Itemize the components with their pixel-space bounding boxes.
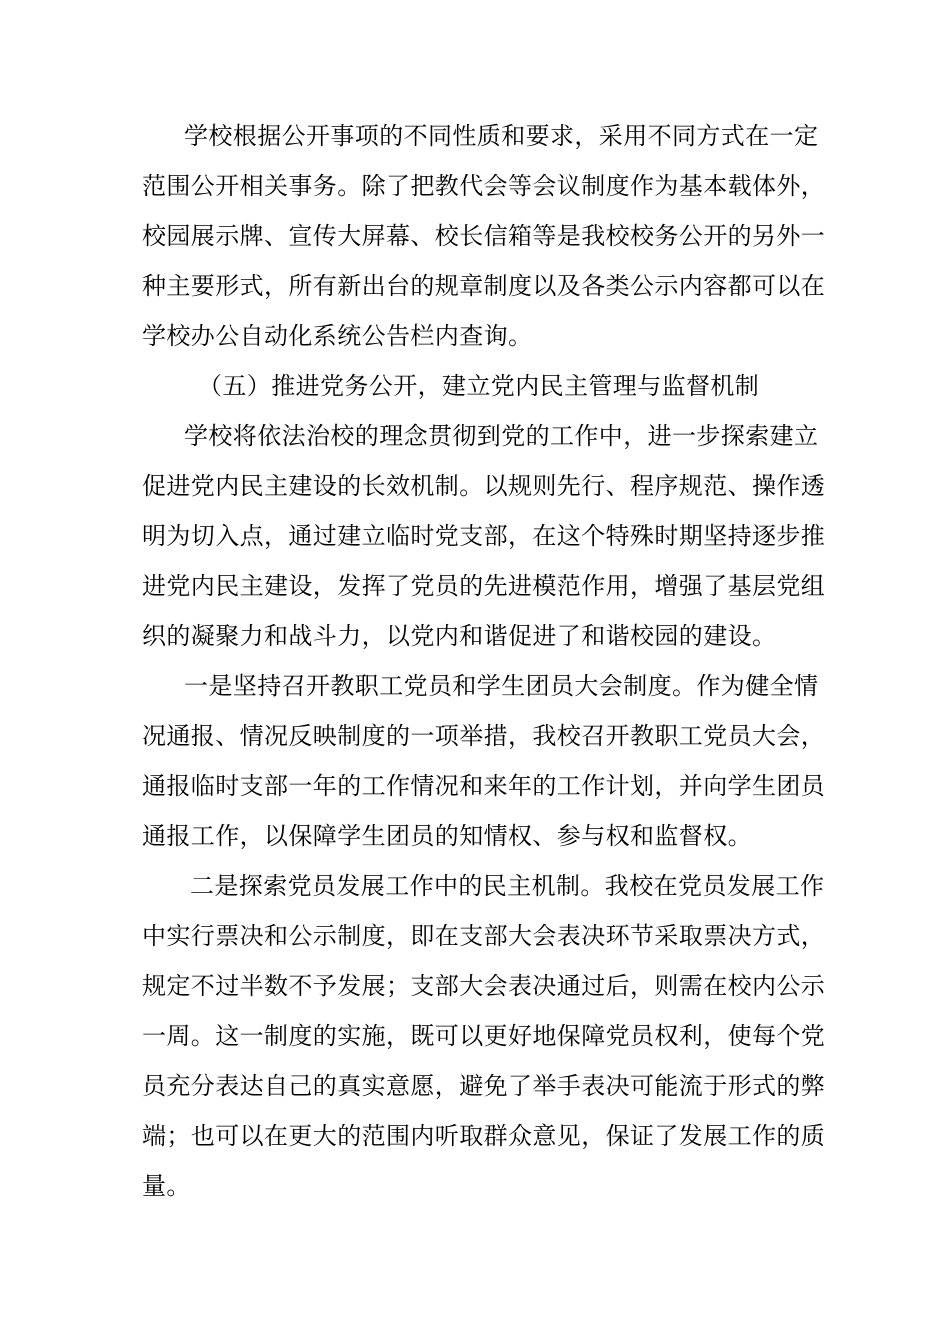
paragraph-line: 员充分表达自己的真实意愿，避免了举手表决可能流于形式的弊 bbox=[142, 1072, 826, 1100]
paragraph-member-development bbox=[142, 861, 826, 1211]
paragraph-line: 端；也可以在更大的范围内听取群众意见，保证了发展工作的质 bbox=[142, 1122, 826, 1150]
paragraph-line: 学校办公自动化系统公告栏内查询。 bbox=[142, 322, 533, 350]
paragraph-line: 一周。这一制度的实施，既可以更好地保障党员权利，使每个党 bbox=[142, 1022, 826, 1050]
paragraph-line: 量。 bbox=[142, 1172, 191, 1200]
paragraph-line: 学校根据公开事项的不同性质和要求，采用不同方式在一定 bbox=[184, 122, 819, 150]
paragraph-line: 明为切入点，通过建立临时党支部，在这个特殊时期坚持逐步推 bbox=[142, 522, 826, 550]
paragraph-line: 二是探索党员发展工作中的民主机制。我校在党员发展工作 bbox=[190, 872, 825, 900]
paragraph-line: 一是坚持召开教职工党员和学生团员大会制度。作为健全情 bbox=[184, 672, 819, 700]
paragraph-line: 校园展示牌、宣传大屏幕、校长信箱等是我校校务公开的另外一 bbox=[142, 222, 826, 250]
paragraph-line: 进党内民主建设，发挥了党员的先进模范作用，增强了基层党组 bbox=[142, 572, 826, 600]
paragraph-line: 范围公开相关事务。除了把教代会等会议制度作为基本载体外， bbox=[142, 172, 826, 200]
section-heading: （五）推进党务公开，建立党内民主管理与监督机制 bbox=[198, 372, 760, 400]
paragraph-line: 织的凝聚力和战斗力，以党内和谐促进了和谐校园的建设。 bbox=[142, 622, 777, 650]
paragraph-line: 促进党内民主建设的长效机制。以规则先行、程序规范、操作透 bbox=[142, 472, 826, 500]
paragraph-line: 规定不过半数不予发展；支部大会表决通过后，则需在校内公示 bbox=[142, 972, 826, 1000]
paragraph-line: 中实行票决和公示制度，即在支部大会表决环节采取票决方式， bbox=[142, 922, 826, 950]
paragraph-line: 学校将依法治校的理念贯彻到党的工作中，进一步探索建立 bbox=[184, 422, 819, 450]
paragraph-line: 通报临时支部一年的工作情况和来年的工作计划，并向学生团员 bbox=[142, 772, 826, 800]
paragraph-party-democracy bbox=[142, 411, 826, 661]
paragraph-line: 况通报、情况反映制度的一项举措，我校召开教职工党员大会， bbox=[142, 722, 826, 750]
paragraph-member-meetings bbox=[142, 661, 826, 861]
paragraph-line: 通报工作，以保障学生团员的知情权、参与权和监督权。 bbox=[142, 822, 752, 850]
paragraph-line: 种主要形式，所有新出台的规章制度以及各类公示内容都可以在 bbox=[142, 272, 826, 300]
section-heading-block bbox=[142, 361, 812, 411]
paragraph-school-affairs-disclosure bbox=[142, 111, 826, 361]
